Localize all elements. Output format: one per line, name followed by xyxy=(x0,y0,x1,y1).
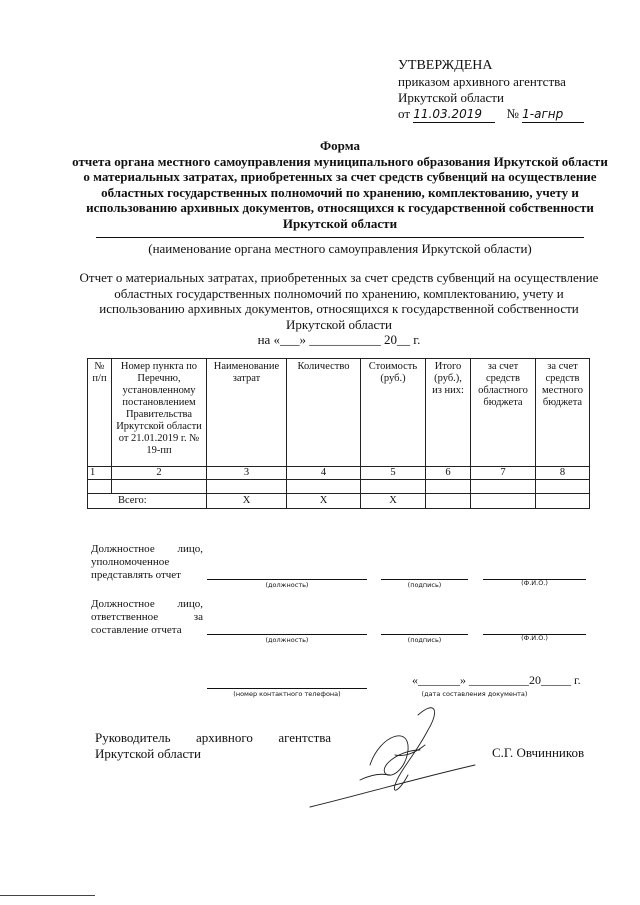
head-title xyxy=(95,730,331,762)
org-name-line xyxy=(96,237,584,238)
number-cell: 7 xyxy=(471,467,536,480)
form-title xyxy=(70,138,610,231)
doc-date-caption: (дата составления документа) xyxy=(421,690,528,698)
head-name: С.Г. Овчинников xyxy=(492,745,585,760)
handwritten-signature xyxy=(300,695,480,815)
expenses-table xyxy=(87,358,590,509)
report-description: Отчет о материальных затратах, приобретенных за счет средств субвенций на осуществление областных государственных полномочий по хранению, комплектованию, учету и использованию архивных документов, относящихся к государственной собственности Иркутской области xyxy=(79,270,599,332)
number-cell: 5 xyxy=(361,467,426,480)
phone-line xyxy=(207,688,367,689)
approval-date-row xyxy=(398,106,584,123)
header-cell: за счет средств областного бюджета xyxy=(471,359,536,467)
fio-caption-1: (Ф.И.О.) xyxy=(521,579,548,587)
header-cell: Итого (руб.), из них: xyxy=(426,359,471,467)
number-cell: 1 xyxy=(88,467,112,480)
number-value: 1-агнр xyxy=(522,106,584,123)
phone-caption: (номер контактного телефона) xyxy=(233,690,341,698)
report-date: на «___» ___________ 20__ г. xyxy=(257,332,421,347)
signature-caption-1: (подпись) xyxy=(407,581,442,589)
total-label: Всего: xyxy=(88,494,207,509)
approval-line2: Иркутской области xyxy=(398,90,504,105)
header-cell: за счет средств местного бюджета xyxy=(536,359,590,467)
position-caption-1: (должность) xyxy=(265,581,309,589)
signature-line-2 xyxy=(381,634,468,635)
signature-line-1 xyxy=(381,579,468,580)
doc-date: «_______» __________20_____ г. xyxy=(412,673,581,687)
report-text xyxy=(74,270,604,348)
total-mark: Х xyxy=(207,494,287,509)
position-line-1 xyxy=(207,579,367,580)
header-cell: № п/п xyxy=(88,359,112,467)
header-cell: Наименование затрат xyxy=(207,359,287,467)
number-cell: 4 xyxy=(287,467,361,480)
header-cell: Стоимость (руб.) xyxy=(361,359,426,467)
total-mark: Х xyxy=(361,494,426,509)
fio-caption-2: (Ф.И.О.) xyxy=(521,634,548,642)
number-cell: 6 xyxy=(426,467,471,480)
official1-label: Должностное лицо, уполномоченное представлять отчет xyxy=(91,543,203,581)
table-total-row xyxy=(88,494,590,509)
table-number-row xyxy=(88,467,590,480)
footnote-divider xyxy=(0,895,95,896)
signature-caption-2: (подпись) xyxy=(407,636,442,644)
date-value: 11.03.2019 xyxy=(413,106,495,123)
table-row xyxy=(88,480,590,494)
head-line2: Иркутской области xyxy=(95,746,201,761)
approval-line1: приказом архивного агентства xyxy=(398,74,566,89)
total-mark: Х xyxy=(287,494,361,509)
approval-title: УТВЕРЖДЕНА xyxy=(398,58,493,73)
org-caption: (наименование органа местного самоуправления Иркутской области) xyxy=(148,241,532,256)
header-cell: Количество xyxy=(287,359,361,467)
date-prefix: от xyxy=(398,106,411,121)
table-header-row xyxy=(88,359,590,467)
header-cell: Номер пункта по Перечню, установленному постановлением Правительства Иркутской области от 21.01.2019 г. № 19-пп xyxy=(112,359,207,467)
number-prefix: № xyxy=(506,106,519,121)
number-cell: 8 xyxy=(536,467,590,480)
form-subtitle: отчета органа местного самоуправления муниципального образования Иркутской области о материальных затратах, приобретенных за счет средств субвенций на осуществление областных государственных полномочий по хранению, комплектованию, учету и использованию архивных документов, относящихся к государственной собственности Иркутской области xyxy=(72,153,608,231)
approval-block xyxy=(398,58,584,123)
official2-label: Должностное лицо, ответственное за составление отчета xyxy=(91,598,203,636)
position-caption-2: (должность) xyxy=(265,636,309,644)
number-cell: 2 xyxy=(112,467,207,480)
form-heading: Форма xyxy=(320,138,360,153)
position-line-2 xyxy=(207,634,367,635)
number-cell: 3 xyxy=(207,467,287,480)
head-line1: Руководитель архивного агентства xyxy=(95,730,331,745)
